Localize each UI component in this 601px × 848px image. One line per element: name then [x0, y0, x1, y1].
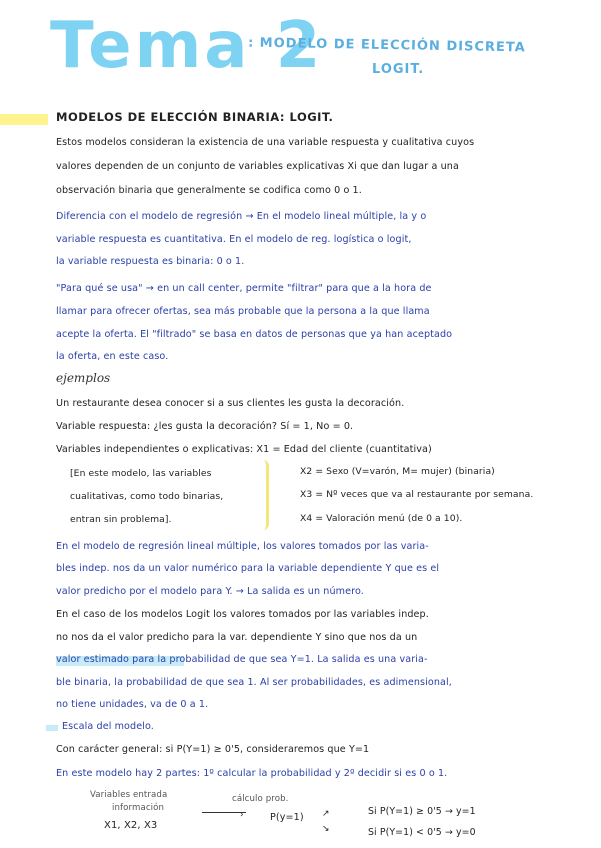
variable-line: X2 = Sexo (V=varón, M= mujer) (binaria) — [300, 466, 495, 477]
diagram-arrow-head: › — [240, 810, 244, 820]
text-line: Diferencia con el modelo de regresión → En el modelo lineal múltiple, la y o — [56, 211, 427, 222]
section-heading: MODELOS DE ELECCIÓN BINARIA: LOGIT. — [56, 110, 334, 124]
page-subtitle-line2: LOGIT. — [372, 62, 425, 77]
variable-line: X4 = Valoración menú (de 0 a 10). — [300, 513, 463, 524]
text-line: la variable respuesta es binaria: 0 o 1. — [56, 256, 245, 267]
example-label: ejemplos — [56, 371, 111, 385]
diagram-output: Si P(Y=1) ≥ 0'5 → y=1 — [368, 806, 476, 817]
text-line: "Para qué se usa" → en un call center, permite "filtrar" para que a la hora de — [56, 283, 432, 294]
bracket-line: cualitativas, como todo binarias, — [70, 491, 224, 502]
diagram-calc-label: cálculo prob. — [232, 794, 289, 804]
bracket-line: entran sin problema]. — [70, 514, 172, 525]
text-line: valor estimado para la probabilidad de que sea Y=1. La salida es una varia- — [56, 654, 428, 665]
diagram-branch-up-icon: ↗ — [322, 809, 330, 819]
bullet-highlight — [46, 725, 58, 731]
bracket-line: [En este modelo, las variables — [70, 468, 212, 479]
page-title: Tema 2 — [50, 9, 324, 83]
diagram-branch-down-icon: ↘ — [322, 824, 330, 834]
text-line: Estos modelos consideran la existencia de una variable respuesta y cualitativa cuyos — [56, 137, 475, 148]
diagram-input-vars: X1, X2, X3 — [104, 820, 158, 831]
diagram-prob: P(y=1) — [270, 812, 304, 823]
text-line: ble binaria, la probabilidad de que sea 1. Al ser probabilidades, es adimensional, — [56, 677, 452, 688]
text-line: acepte la oferta. El "filtrado" se basa en datos de personas que ya han aceptado — [56, 329, 453, 340]
text-line: En este modelo hay 2 partes: 1º calcular la probabilidad y 2º decidir si es 0 o 1. — [56, 768, 448, 779]
variable-line: X3 = Nº veces que va al restaurante por semana. — [300, 489, 534, 500]
text-line: observación binaria que generalmente se codifica como 0 o 1. — [56, 185, 362, 196]
text-line: bles indep. nos da un valor numérico para la variable dependiente Y que es el — [56, 563, 440, 574]
text-line: Escala del modelo. — [62, 721, 154, 732]
text-line: no nos da el valor predicho para la var. dependiente Y sino que nos da un — [56, 632, 418, 643]
text-line: En el caso de los modelos Logit los valores tomados por las variables indep. — [56, 609, 429, 620]
example-line: Variables independientes o explicativas: X1 = Edad del cliente (cuantitativa) — [56, 444, 432, 455]
text-line: valores dependen de un conjunto de variables explicativas Xi que dan lugar a una — [56, 161, 459, 172]
text-line: llamar para ofrecer ofertas, sea más probable que la persona a la que llama — [56, 306, 430, 317]
heading-highlight — [0, 114, 48, 125]
text-line: Con carácter general: si P(Y=1) ≥ 0'5, consideraremos que Y=1 — [56, 744, 370, 755]
example-line: Un restaurante desea conocer si a sus clientes les gusta la decoración. — [56, 398, 405, 409]
diagram-input-label: información — [112, 803, 165, 813]
text-line: valor predicho por el modelo para Y. → La salida es un número. — [56, 586, 364, 597]
text-line: no tiene unidades, va de 0 a 1. — [56, 699, 209, 710]
text-line: variable respuesta es cuantitativa. En el modelo de reg. logística o logit, — [56, 234, 412, 245]
text-line: la oferta, en este caso. — [56, 351, 169, 362]
page-subtitle-line1: : MODELO DE ELECCIÓN DISCRETA — [247, 35, 526, 56]
text-line: En el modelo de regresión lineal múltiple, los valores tomados por las varia- — [56, 541, 429, 552]
diagram-input-label: Variables entrada — [90, 790, 168, 800]
example-line: Variable respuesta: ¿les gusta la decoración? Sí = 1, No = 0. — [56, 421, 354, 432]
diagram-output: Si P(Y=1) < 0'5 → y=0 — [368, 827, 476, 838]
